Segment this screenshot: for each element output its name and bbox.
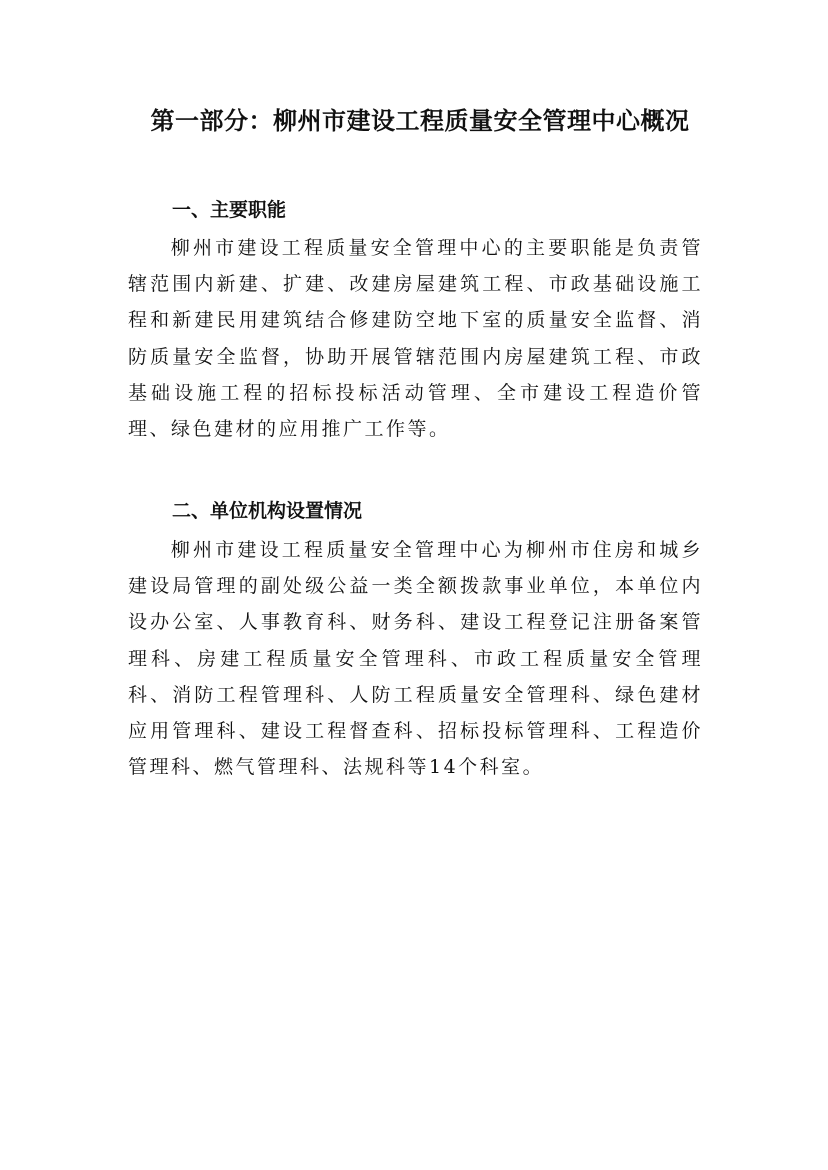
section-heading-organization: 二、单位机构设置情况 [172,500,363,522]
section-body-organization: 柳州市建设工程质量安全管理中心为柳州市住房和城乡建设局管理的副处级公益一类全额拨款事业单位，本单位内设办公室、人事教育科、财务科、建设工程登记注册备案管理科、房建工程质量安全管理科、市政工程质量安全管理科、消防工程管理科、人防工程质量安全管理科、绿色建材应用管理科、建设工程督查科、招标投标管理科、工程造价管理科、燃气管理科、法规科等14个科室。 [128,539,703,779]
page-title: 第一部分：柳州市建设工程质量安全管理中心概况 [150,107,690,135]
section-body-main-functions: 柳州市建设工程质量安全管理中心的主要职能是负责管辖范围内新建、扩建、改建房屋建筑工程、市政基础设施工程和新建民用建筑结合修建防空地下室的质量安全监督、消防质量安全监督，协助开展管辖范围内房屋建筑工程、市政基础设施工程的招标投标活动管理、全市建设工程造价管理、绿色建材的应用推广工作等。 [128,237,703,441]
section-heading-main-functions: 一、主要职能 [172,199,287,221]
